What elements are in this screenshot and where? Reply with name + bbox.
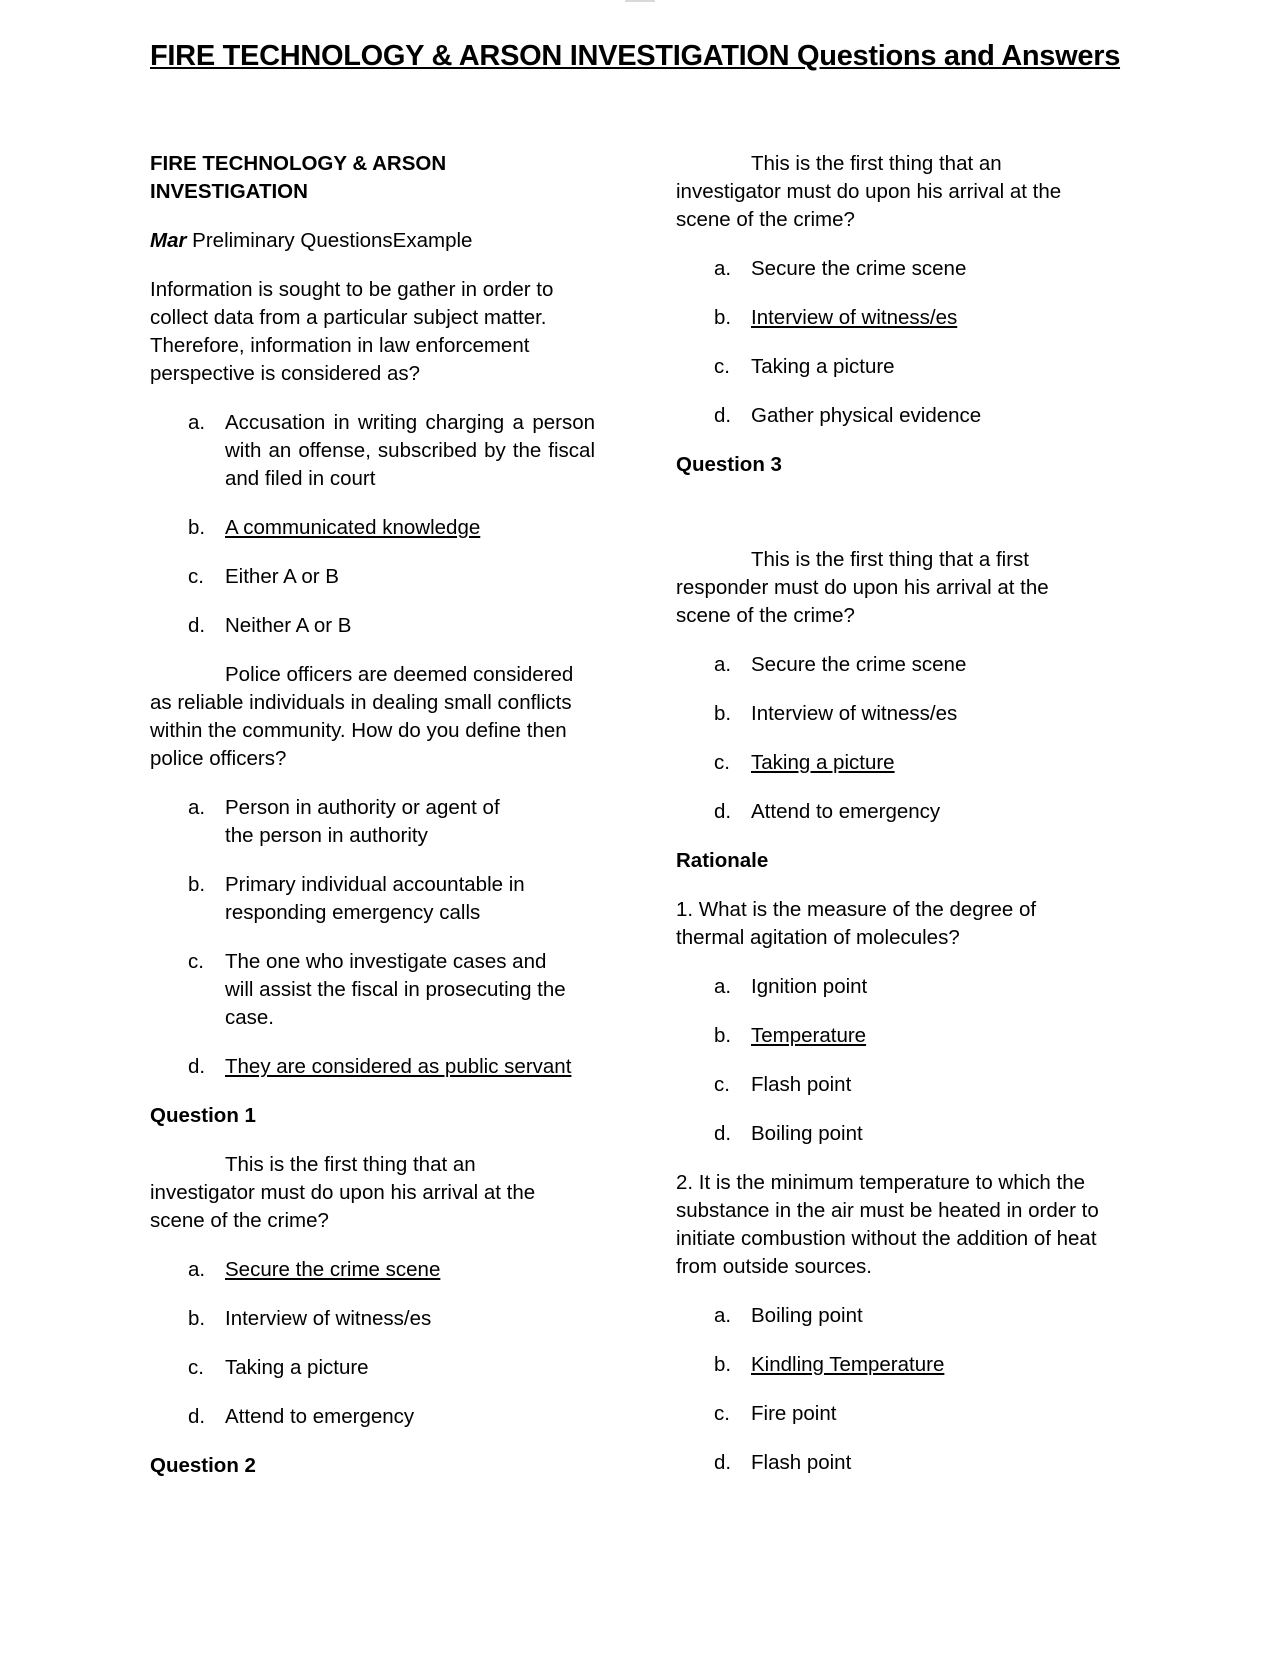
- question-2-label: Question 2: [150, 1454, 256, 1477]
- option-text: The one who investigate cases and will assist the fiscal in prosecuting the case.: [225, 950, 566, 1029]
- option-text: Gather physical evidence: [751, 404, 982, 427]
- option-letter: d.: [188, 1405, 206, 1428]
- option-text: Primary individual accountable in responding emergency calls: [225, 873, 525, 924]
- left-column: [150, 150, 595, 1501]
- subheading-rest: Preliminary QuestionsExample: [186, 229, 473, 252]
- option-letter: b.: [188, 873, 206, 896]
- option-text: Secure the crime scene: [751, 257, 967, 280]
- option-item: [714, 1351, 1121, 1379]
- option-item: [188, 1256, 595, 1284]
- police-question: Police officers are deemed considered as reliable individuals in dealing small conflicts within the community. How do you define then police officers?: [150, 663, 574, 770]
- option-letter: b.: [714, 306, 732, 329]
- option-letter: b.: [714, 1353, 732, 1376]
- intro-question: Information is sought to be gather in order to collect data from a particular subject matter. Therefore, information in law enforcement perspective is considered as?: [150, 278, 554, 385]
- rationale-1-options: [714, 973, 1121, 1148]
- option-text: Boiling point: [751, 1122, 863, 1145]
- option-text: Taking a picture: [751, 355, 895, 378]
- option-item: [714, 1400, 1121, 1428]
- option-text: Attend to emergency: [225, 1405, 415, 1428]
- option-letter: a.: [714, 1304, 732, 1327]
- option-item: [188, 948, 595, 1032]
- option-item: [714, 1449, 1121, 1477]
- option-item: [714, 651, 1121, 679]
- option-item: [188, 612, 595, 640]
- option-item: [188, 514, 595, 542]
- question-1-text: This is the first thing that an investigator must do upon his arrival at the scene of the crime?: [150, 1153, 536, 1232]
- rationale-question-2: 2. It is the minimum temperature to which the substance in the air must be heated in order to initiate combustion without the addition of heat from outside sources.: [676, 1171, 1099, 1278]
- option-letter: c.: [188, 950, 204, 973]
- option-item: [188, 794, 595, 850]
- option-item: [714, 1022, 1121, 1050]
- option-letter: d.: [714, 800, 732, 823]
- option-letter: a.: [714, 257, 732, 280]
- option-text: Either A or B: [225, 565, 339, 588]
- option-text: Secure the crime scene: [751, 653, 967, 676]
- question-2-options: [714, 255, 1121, 430]
- question-1-options: [188, 1256, 595, 1431]
- option-text: Boiling point: [751, 1304, 863, 1327]
- option-letter: c.: [714, 751, 730, 774]
- question-3-options: [714, 651, 1121, 826]
- answer-text: Temperature: [751, 1024, 867, 1047]
- option-item: [714, 973, 1121, 1001]
- option-letter: b.: [714, 1024, 732, 1047]
- option-item: [188, 1305, 595, 1333]
- option-item: [188, 563, 595, 591]
- answer-text: Taking a picture: [751, 751, 895, 774]
- option-item: [188, 1053, 595, 1081]
- option-text: Ignition point: [751, 975, 868, 998]
- option-text: Flash point: [751, 1073, 852, 1096]
- option-letter: a.: [188, 1258, 206, 1281]
- question-2-text: This is the first thing that an investigator must do upon his arrival at the scene of the crime?: [676, 152, 1062, 231]
- option-item: [714, 353, 1121, 381]
- option-item: [714, 749, 1121, 777]
- rationale-question-1: 1. What is the measure of the degree of thermal agitation of molecules?: [676, 898, 1037, 949]
- option-item: [714, 700, 1121, 728]
- spacer: [676, 500, 1121, 546]
- option-item: [188, 1403, 595, 1431]
- option-letter: c.: [714, 1402, 730, 1425]
- option-letter: a.: [714, 653, 732, 676]
- page-title: FIRE TECHNOLOGY & ARSON INVESTIGATION Questions and Answers: [150, 40, 1121, 72]
- answer-text: Interview of witness/es: [751, 306, 958, 329]
- option-letter: c.: [188, 1356, 204, 1379]
- option-letter: d.: [188, 614, 206, 637]
- option-text: Taking a picture: [225, 1356, 369, 1379]
- option-letter: d.: [188, 1055, 206, 1078]
- intro-options: [188, 409, 595, 640]
- option-text: Fire point: [751, 1402, 837, 1425]
- right-column: [676, 150, 1121, 1498]
- option-item: [188, 871, 595, 927]
- option-text: Interview of witness/es: [751, 702, 958, 725]
- question-3-text: This is the first thing that a first responder must do upon his arrival at the scene of the crime?: [676, 548, 1049, 627]
- option-letter: a.: [714, 975, 732, 998]
- option-letter: d.: [714, 1122, 732, 1145]
- question-1-label: Question 1: [150, 1104, 256, 1127]
- answer-text: A communicated knowledge: [225, 516, 481, 539]
- option-text: Interview of witness/es: [225, 1307, 432, 1330]
- option-item: [188, 1354, 595, 1382]
- option-text: Neither A or B: [225, 614, 352, 637]
- option-letter: c.: [714, 1073, 730, 1096]
- option-letter: c.: [714, 355, 730, 378]
- rationale-2-options: [714, 1302, 1121, 1477]
- option-letter: b.: [188, 516, 206, 539]
- option-letter: b.: [714, 702, 732, 725]
- option-text: Flash point: [751, 1451, 852, 1474]
- option-text: Accusation in writing charging a person with an offense, subscribed by the fiscal and filed in court: [225, 411, 595, 490]
- answer-text: Kindling Temperature: [751, 1353, 945, 1376]
- option-item: [714, 255, 1121, 283]
- option-item: [188, 409, 595, 493]
- subheading-prefix: Mar: [150, 229, 187, 252]
- police-options: [188, 794, 595, 1081]
- option-item: [714, 1071, 1121, 1099]
- option-text: Attend to emergency: [751, 800, 941, 823]
- option-letter: b.: [188, 1307, 206, 1330]
- answer-text: They are considered as public servant: [225, 1055, 572, 1078]
- question-3-label: Question 3: [676, 453, 782, 476]
- option-letter: d.: [714, 1451, 732, 1474]
- option-text: Person in authority or agent of the person in authority: [225, 796, 500, 847]
- option-item: [714, 1302, 1121, 1330]
- option-item: [714, 1120, 1121, 1148]
- option-letter: a.: [188, 411, 206, 434]
- option-item: [714, 402, 1121, 430]
- option-letter: c.: [188, 565, 204, 588]
- rationale-label: Rationale: [676, 849, 769, 872]
- subheading: [150, 227, 595, 255]
- page-header-mark: [625, 0, 655, 2]
- option-item: [714, 304, 1121, 332]
- option-letter: a.: [188, 796, 206, 819]
- section-heading: FIRE TECHNOLOGY & ARSON INVESTIGATION: [150, 152, 447, 203]
- option-letter: d.: [714, 404, 732, 427]
- option-item: [714, 798, 1121, 826]
- answer-text: Secure the crime scene: [225, 1258, 441, 1281]
